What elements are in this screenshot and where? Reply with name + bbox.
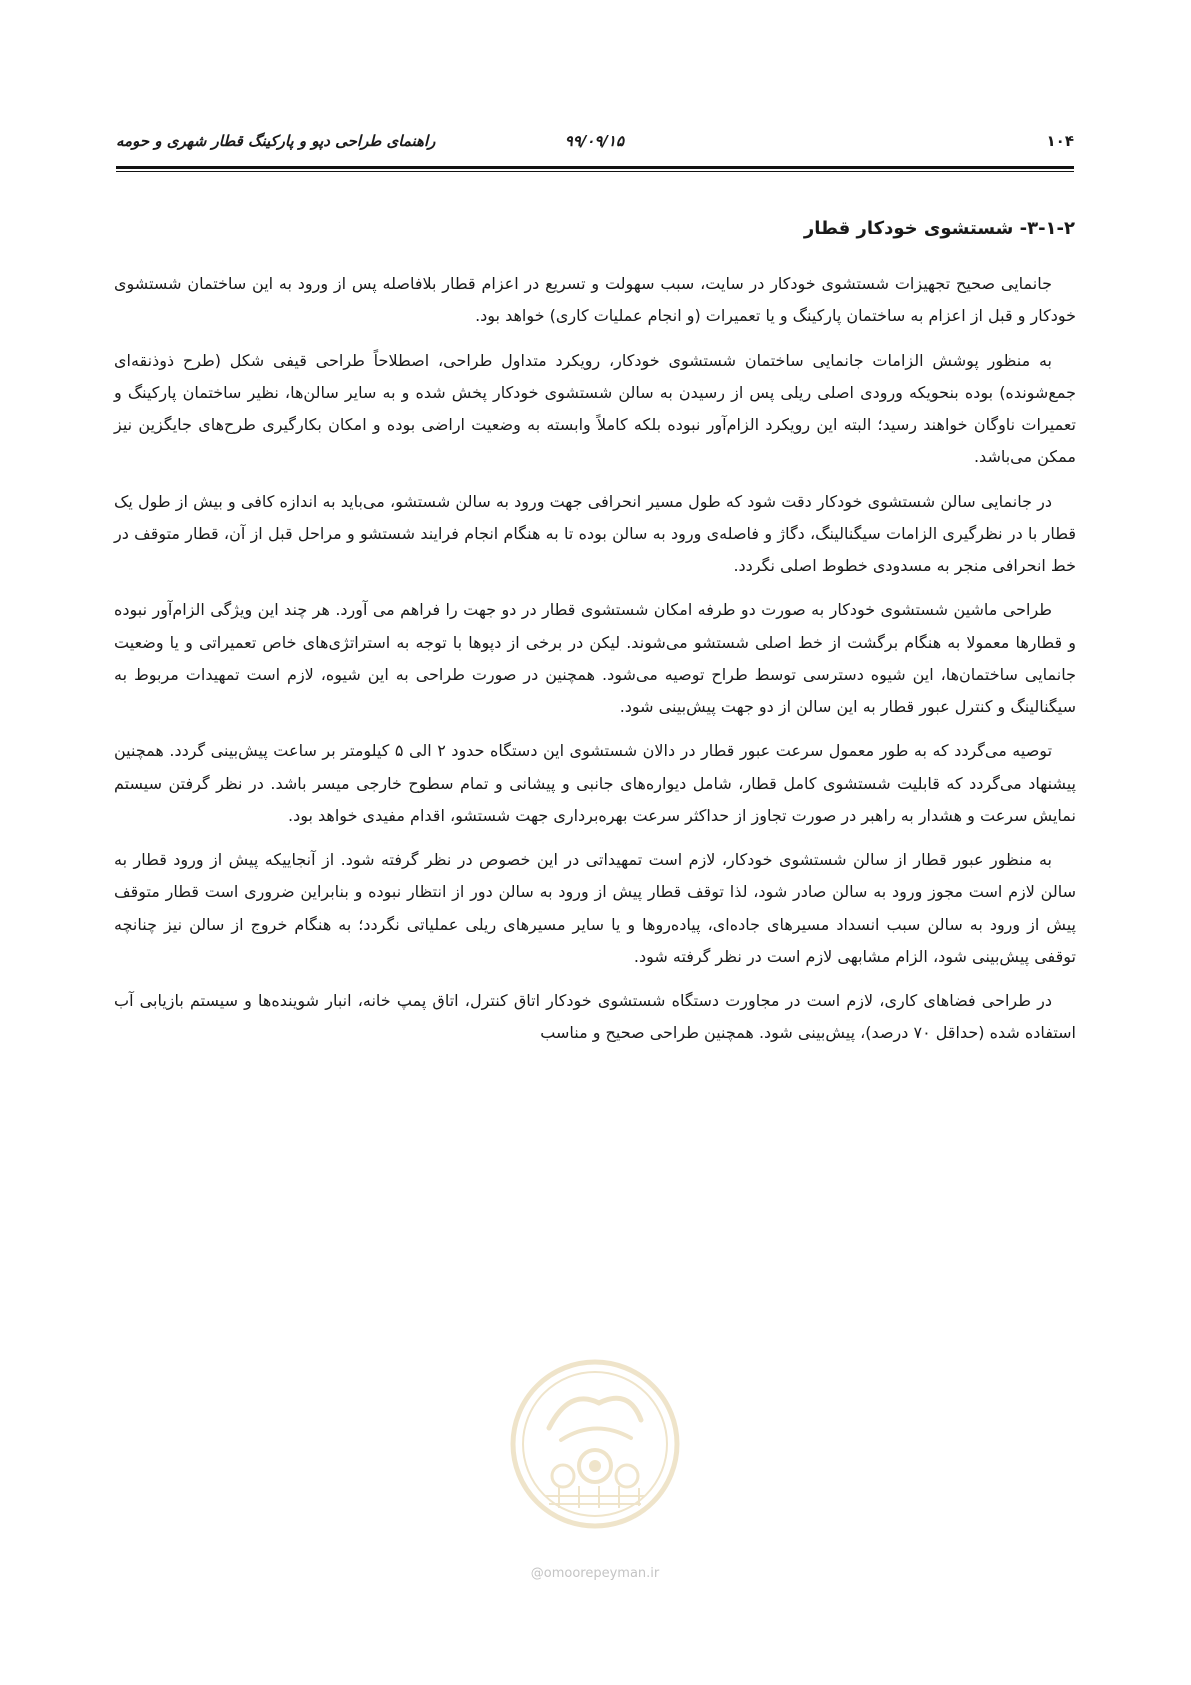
watermark-url: @omoorepeyman.ir: [530, 1566, 660, 1581]
document-title: راهنمای طراحی دپو و پارکینگ قطار شهری و حومه: [116, 132, 436, 150]
paragraph: طراحی ماشین شستشوی خودکار به صورت دو طرفه امکان شستشوی قطار در دو جهت را فراهم می آورد. هر چند این ویژگی الزام‌آور نبوده و قطارها معمولا به هنگام برگشت از خط اصلی شستشو می‌شوند. لیکن در برخی از دپوها با توجه به استراتژی‌های خاص تعمیراتی و یا وضعیت جانمایی ساختمان‌ها، این شیوه دسترسی توسط طراح توصیه می‌شود. همچنین در صورت طراحی به این شیوه، لازم است تمهیدات مربوط به سیگنالینگ و کنترل عبور قطار به این سالن از دو جهت پیش‌بینی شود.: [114, 600, 1076, 716]
paragraph: توصیه می‌گردد که به طور معمول سرعت عبور قطار در دالان شستشوی این دستگاه حدود ۲ الی ۵ کیلومتر بر ساعت پیش‌بینی گردد. همچنین پیشنهاد می‌گردد که قابلیت شستشوی کامل قطار، شامل دیواره‌های جانبی و پیشانی و تمام سطوح خارجی میسر باشد. در نظر گرفتن سیستم نمایش سرعت و هشدار به راهبر در صورت تجاوز از حداکثر سرعت بهره‌برداری جهت شستشو، اقدام مفیدی خواهد بود.: [114, 741, 1076, 825]
watermark-logo-icon: [509, 1358, 681, 1530]
paragraph: جانمایی صحیح تجهیزات شستشوی خودکار در سایت، سبب سهولت و تسریع در اعزام قطار بلافاصله پس از ورود به این ساختمان شستشوی خودکار و قبل از اعزام به ساختمان پارکینگ و یا تعمیرات (و انجام عملیات کاری) خواهد بود.: [114, 274, 1076, 326]
header-rule-thin: [116, 171, 1074, 172]
page-number: ۱۰۴: [1046, 132, 1074, 150]
body-text: [114, 268, 1076, 1062]
header-date: ۹۹/۰۹/۱۵: [564, 132, 624, 150]
header-rule-thick: [116, 166, 1074, 169]
paragraph: به منظور پوشش الزامات جانمایی ساختمان شستشوی خودکار، رویکرد متداول طراحی، اصطلاحاً طراحی قیفی شکل (طرح ذوذنقه‌ای جمع‌شونده) بوده بنحویکه ورودی اصلی ریلی پس از رسیدن به سالن شستشوی خودکار پخش شده و به سایر سالن‌ها، نظیر ساختمان پارکینگ و تعمیرات ناوگان خواهند رسید؛ البته این رویکرد الزام‌آور نبوده بلکه کاملاً وابسته به وضعیت اراضی بوده و امکان بکارگیری طرح‌های جایگزین نیز ممکن می‌باشد.: [114, 350, 1076, 467]
paragraph: در جانمایی سالن شستشوی خودکار دقت شود که طول مسیر انحرافی جهت ورود به سالن شستشو، می‌باید به اندازه کافی و بیش از طول یک قطار با در نظرگیری الزامات سیگنالینگ، دگاژ و فاصله‌ی ورود به سالن بوده تا به هنگام انجام فرایند شستشو و مراحل قبل از آن، قطار متوقف در خط انحرافی منجر به مسدودی خطوط اصلی نگردد.: [114, 491, 1076, 575]
section-heading: ۳-۱-۲- شستشوی خودکار قطار: [803, 218, 1075, 239]
page-header: [116, 132, 1074, 154]
paragraph: در طراحی فضاهای کاری، لازم است در مجاورت دستگاه شستشوی خودکار اتاق کنترل، اتاق پمپ خانه، انبار شوینده‌ها و سیستم بازیابی آب استفاده شده (حداقل ۷۰ درصد)، پیش‌بینی شود. همچنین طراحی صحیح و مناسب: [114, 991, 1076, 1043]
paragraph: به منظور عبور قطار از سالن شستشوی خودکار، لازم است تمهیداتی در این خصوص در نظر گرفته شود. از آنجاییکه پیش از ورود قطار به سالن لازم است مجوز ورود به سالن صادر شود، لذا توقف قطار پیش از ورود به سالن دور از انتظار نبوده و بنابراین ضروری است قطار متوقف پیش از ورود به سالن سبب انسداد مسیرهای جاده‌ای، پیاده‌روها و یا سایر مسیرهای ریلی عملیاتی نگردد؛ به هنگام خروج از سالن نیز چنانچه توقفی پیش‌بینی شود، الزام مشابهی لازم است در نظر گرفته شود.: [114, 850, 1076, 966]
